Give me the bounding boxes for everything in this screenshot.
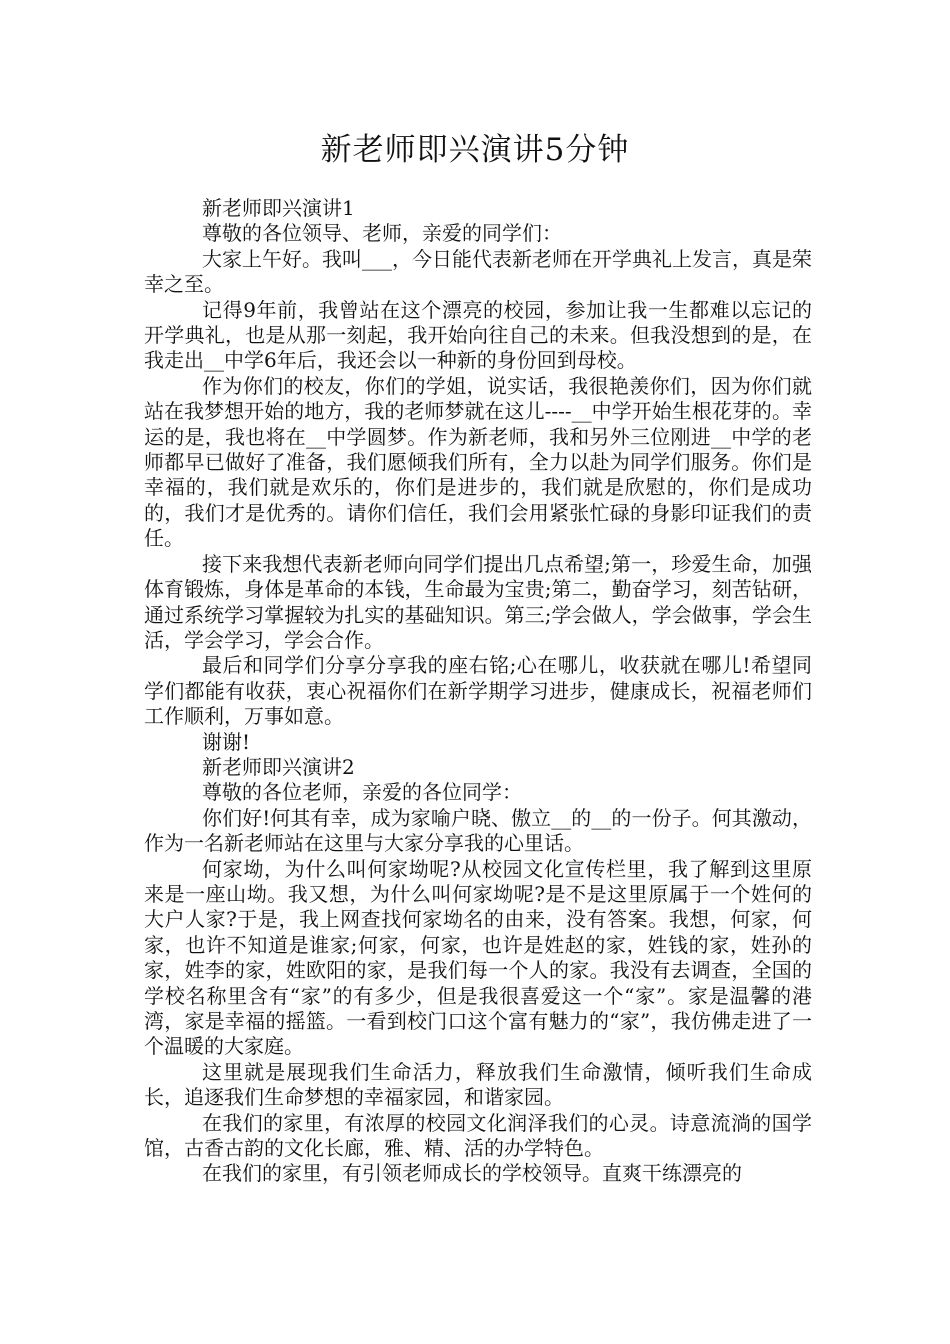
paragraph: 谢谢! xyxy=(202,729,251,754)
paragraph: 大家上午好。我叫___，今日能代表新老师在开学典礼上发言，真是荣幸之至。 xyxy=(144,246,812,297)
paragraph: 你们好!何其有幸，成为家喻户晓、傲立__的__的一份子。何其激动，作为一名新老师站在这里与大家分享我的心里话。 xyxy=(144,805,812,856)
paragraph: 新老师即兴演讲2 xyxy=(202,754,355,779)
paragraph: 这里就是展现我们生命活力，释放我们生命激情，倾听我们生命成长，追逐我们生命梦想的幸福家园，和谐家园。 xyxy=(144,1059,812,1110)
paragraph: 作为你们的校友，你们的学姐，说实话，我很艳羡你们，因为你们就站在我梦想开始的地方，我的老师梦就在这儿----__中学开始生根花芽的。幸运的是，我也将在__中学圆梦。作为新老师，我和另外三位刚进__中学的老师都早已做好了准备，我们愿倾我们所有，全力以赴为同学们服务。你们是幸福的，我们就是欢乐的，你们是进步的，我们就是欣慰的，你们是成功的，我们才是优秀的。请你们信任，我们会用紧张忙碌的身影印证我们的责任。 xyxy=(144,373,812,551)
paragraph: 新老师即兴演讲1 xyxy=(202,196,355,220)
paragraph: 在我们的家里，有浓厚的校园文化润泽我们的心灵。诗意流淌的国学馆，古香古韵的文化长廊，雅、精、活的办学特色。 xyxy=(144,1110,812,1161)
paragraph: 最后和同学们分享分享我的座右铭;心在哪儿，收获就在哪儿!希望同学们都能有收获，衷心祝福你们在新学期学习进步，健康成长，祝福老师们工作顺利，万事如意。 xyxy=(144,653,812,729)
document-title: 新老师即兴演讲5分钟 xyxy=(320,132,630,168)
paragraph: 尊敬的各位领导、老师，亲爱的同学们： xyxy=(202,221,562,246)
paragraph: 接下来我想代表新老师向同学们提出几点希望;第一，珍爱生命，加强体育锻炼，身体是革命的本钱，生命最为宝贵;第二，勤奋学习，刻苦钻研，通过系统学习掌握较为扎实的基础知识。第三;学会做人，学会做事，学会生活，学会学习，学会合作。 xyxy=(144,551,812,652)
paragraph: 何家坳，为什么叫何家坳呢?从校园文化宣传栏里，我了解到这里原来是一座山坳。我又想，为什么叫何家坳呢?是不是这里原属于一个姓何的大户人家?于是，我上网查找何家坳名的由来，没有答案。我想，何家，何家，也许不知道是谁家;何家，何家，也许是姓赵的家，姓钱的家，姓孙的家，姓李的家，姓欧阳的家，是我们每一个人的家。我没有去调查，全国的学校名称里含有“家”的有多少，但是我很喜爱这一个“家”。家是温馨的港湾，家是幸福的摇篮。一看到校门口这个富有魅力的“家”，我仿佛走进了一个温暖的大家庭。 xyxy=(144,856,812,1059)
paragraph: 记得9年前，我曾站在这个漂亮的校园，参加让我一生都难以忘记的开学典礼，也是从那一刻起，我开始向往自己的未来。但我没想到的是，在我走出__中学6年后，我还会以一种新的身份回到母校。 xyxy=(144,297,812,373)
paragraph: 在我们的家里，有引领老师成长的学校领导。直爽干练漂亮的 xyxy=(202,1161,742,1186)
paragraph: 尊敬的各位老师，亲爱的各位同学： xyxy=(202,780,522,805)
document-body xyxy=(144,196,812,1187)
